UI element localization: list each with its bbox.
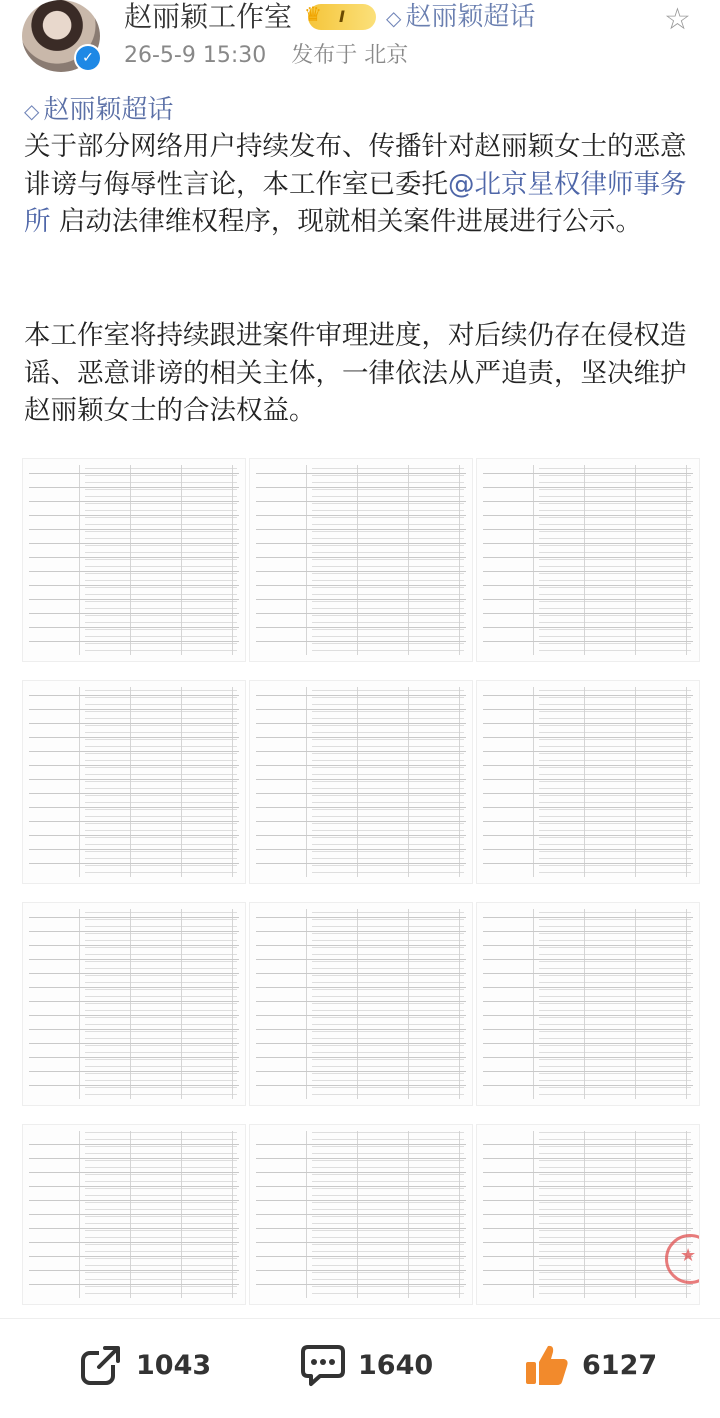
document-image[interactable] bbox=[22, 902, 246, 1106]
super-topic-link[interactable] bbox=[386, 0, 535, 35]
author-name[interactable]: 赵丽颖工作室 bbox=[124, 0, 293, 33]
timestamp: 26-5-9 15:30 bbox=[124, 43, 267, 68]
document-image[interactable] bbox=[249, 1124, 473, 1305]
share-icon bbox=[78, 1342, 124, 1388]
favorite-star-icon[interactable]: ☆ bbox=[664, 2, 691, 37]
badge-level: I bbox=[339, 7, 345, 26]
action-bar bbox=[0, 1330, 720, 1400]
paragraph1-text-after: 启动法律维权程序，现就相关案件进展进行公示。 bbox=[50, 206, 642, 237]
document-image[interactable] bbox=[22, 1124, 246, 1305]
document-image[interactable] bbox=[249, 902, 473, 1106]
topic-tag-label: 赵丽颖超话 bbox=[43, 95, 174, 125]
post-paragraph-1 bbox=[24, 128, 704, 241]
paragraph1-text-before: 关于部分网络用户持续发布、传播针对赵丽颖女士的恶意诽谤与侮辱性言论，本工作室已委托 bbox=[24, 131, 687, 200]
document-image[interactable] bbox=[476, 902, 700, 1106]
repost-count: 1043 bbox=[136, 1349, 212, 1381]
comment-icon bbox=[300, 1342, 346, 1388]
verified-icon: ✓ bbox=[74, 44, 102, 72]
document-image[interactable] bbox=[476, 458, 700, 662]
super-topic-label: 赵丽颖超话 bbox=[405, 2, 536, 32]
image-grid bbox=[22, 458, 698, 1303]
post-paragraph-2: 本工作室将持续跟进案件审理进度，对后续仍存在侵权造谣、恶意诽谤的相关主体，一律依法从严追责，坚决维护赵丽颖女士的合法权益。 bbox=[24, 320, 687, 426]
repost-button[interactable] bbox=[78, 1330, 211, 1400]
thumbs-up-icon bbox=[524, 1342, 570, 1388]
comment-button[interactable] bbox=[300, 1330, 433, 1400]
document-image[interactable] bbox=[476, 680, 700, 884]
document-image[interactable] bbox=[476, 1124, 700, 1305]
diamond-icon: ◇ bbox=[24, 99, 40, 123]
document-image[interactable] bbox=[22, 680, 246, 884]
like-count: 6127 bbox=[582, 1349, 658, 1381]
comment-count: 1640 bbox=[358, 1349, 434, 1381]
like-button[interactable] bbox=[524, 1330, 657, 1400]
document-image[interactable] bbox=[249, 458, 473, 662]
member-badge[interactable] bbox=[304, 2, 376, 30]
document-image[interactable] bbox=[249, 680, 473, 884]
document-image[interactable] bbox=[22, 458, 246, 662]
crown-icon: ♛ bbox=[304, 2, 322, 26]
post-header bbox=[0, 0, 720, 86]
location: 发布于 北京 bbox=[291, 43, 409, 68]
post-meta bbox=[124, 42, 426, 70]
mention-link[interactable]: @北京星权律师事务所 bbox=[24, 168, 687, 237]
divider bbox=[0, 1318, 720, 1319]
diamond-icon: ◇ bbox=[386, 6, 402, 30]
topic-tag-link[interactable] bbox=[24, 93, 173, 128]
